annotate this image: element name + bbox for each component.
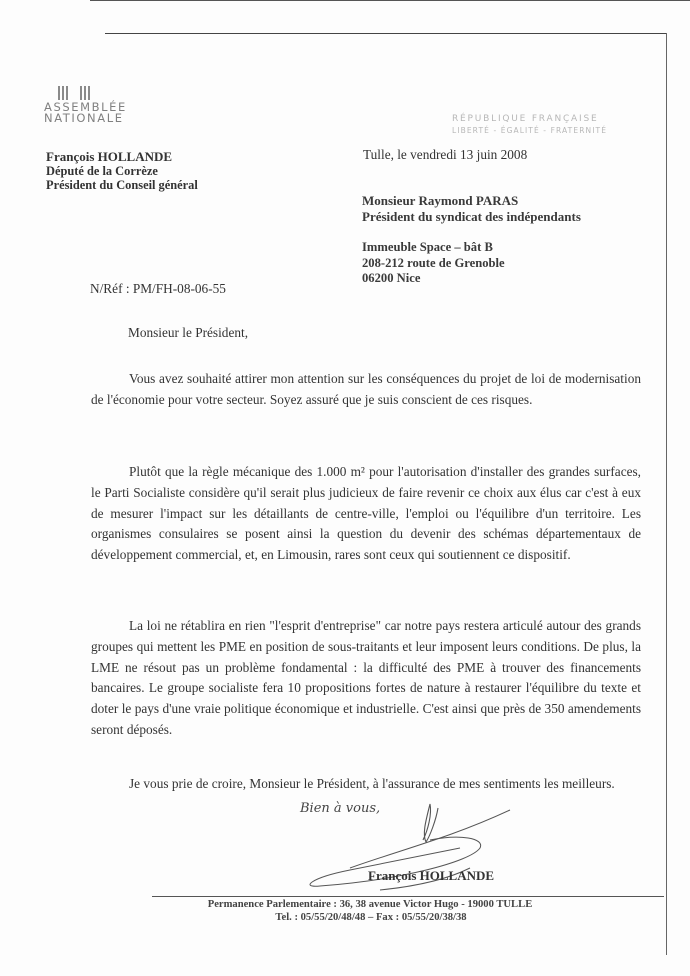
signer-name: François HOLLANDE (368, 868, 495, 883)
footer-address: Permanence Parlementaire : 36, 38 avenue Victor Hugo - 19000 TULLE (207, 899, 533, 910)
sender-name: François HOLLANDE (46, 149, 173, 164)
address-line-3: 06200 Nice (362, 271, 421, 285)
footer-contact: Tel. : 05/55/20/48/48 – Fax : 05/55/20/38/38 (275, 912, 467, 923)
body-paragraph-1: Vous avez souhaité attirer mon attention sur les conséquences du projet de loi de modernisation de l'économie pour votre secteur. Soyez assuré que je suis conscient de ces risques. (91, 371, 641, 407)
scan-edge-right (666, 33, 667, 955)
body-paragraph-3: La loi ne rétablira en rien "l'esprit d'entreprise" car notre pays restera articulé autour des grands groupes qui mettent les PME en position de sous-traitants et leur imposent leurs conditions. De plus, la LME ne résout pas un problème fondamental : la difficulté des PME à trouver des financements bancaires. Le groupe socialiste fera 10 propositions fortes de nature à restaurer l'équilibre du texte et doter le pays d'une vraie politique économique et industrielle. C'est ainsi que près de 350 amendements seront déposés. (91, 618, 641, 737)
handwritten-note: Bien à vous, (300, 801, 381, 816)
body-paragraph-2: Plutôt que la règle mécanique des 1.000 m² pour l'autorisation d'installer des grandes surfaces, le Parti Socialiste considère qu'il serait plus judicieux de faire revenir ce choix aux élus car c'est à eux de mesurer l'impact sur les détaillants de centre-ville, l'emploi ou l'équilibre d'un territoire. Les organismes consulaires se posent ainsi la question du devenir des schémas départementaux de développement commercial, et, en Limousin, rares sont ceux qui soutiennent ce dispositif. (91, 464, 641, 563)
footer-divider (152, 896, 664, 897)
sender-title-2: Président du Conseil général (46, 178, 198, 192)
recipient-block (362, 193, 581, 224)
recipient-title: Président du syndicat des indépendants (362, 208, 581, 224)
sender-title-1: Député de la Corrèze (46, 164, 158, 178)
reference-number: N/Réf : PM/FH-08-06-55 (90, 281, 226, 296)
letter-date: Tulle, le vendredi 13 juin 2008 (363, 147, 528, 162)
republique-header (452, 114, 607, 136)
recipient-name: Monsieur Raymond PARAS (362, 193, 519, 208)
institution-line-1: ASSEMBLÉE (44, 100, 127, 114)
republique-motto: LIBERTÉ - ÉGALITÉ - FRATERNITÉ (452, 126, 608, 135)
scan-edge-header (105, 33, 667, 34)
republique-label: RÉPUBLIQUE FRANÇAISE (452, 114, 599, 124)
scan-edge-top (90, 0, 690, 1)
address-line-2: 208-212 route de Grenoble (362, 255, 505, 270)
address-line-1: Immeuble Space – bât B (362, 240, 493, 254)
sender-block (46, 150, 198, 192)
footer (150, 898, 590, 924)
assemblee-nationale-logo (44, 66, 134, 124)
institution-line-2: NATIONALE (44, 111, 124, 125)
recipient-address (362, 240, 505, 287)
pillars-icon (44, 66, 134, 102)
closing-paragraph: Je vous prie de croire, Monsieur le Président, à l'assurance de mes sentiments les meilleurs. (129, 776, 615, 791)
salutation: Monsieur le Président, (128, 325, 249, 340)
